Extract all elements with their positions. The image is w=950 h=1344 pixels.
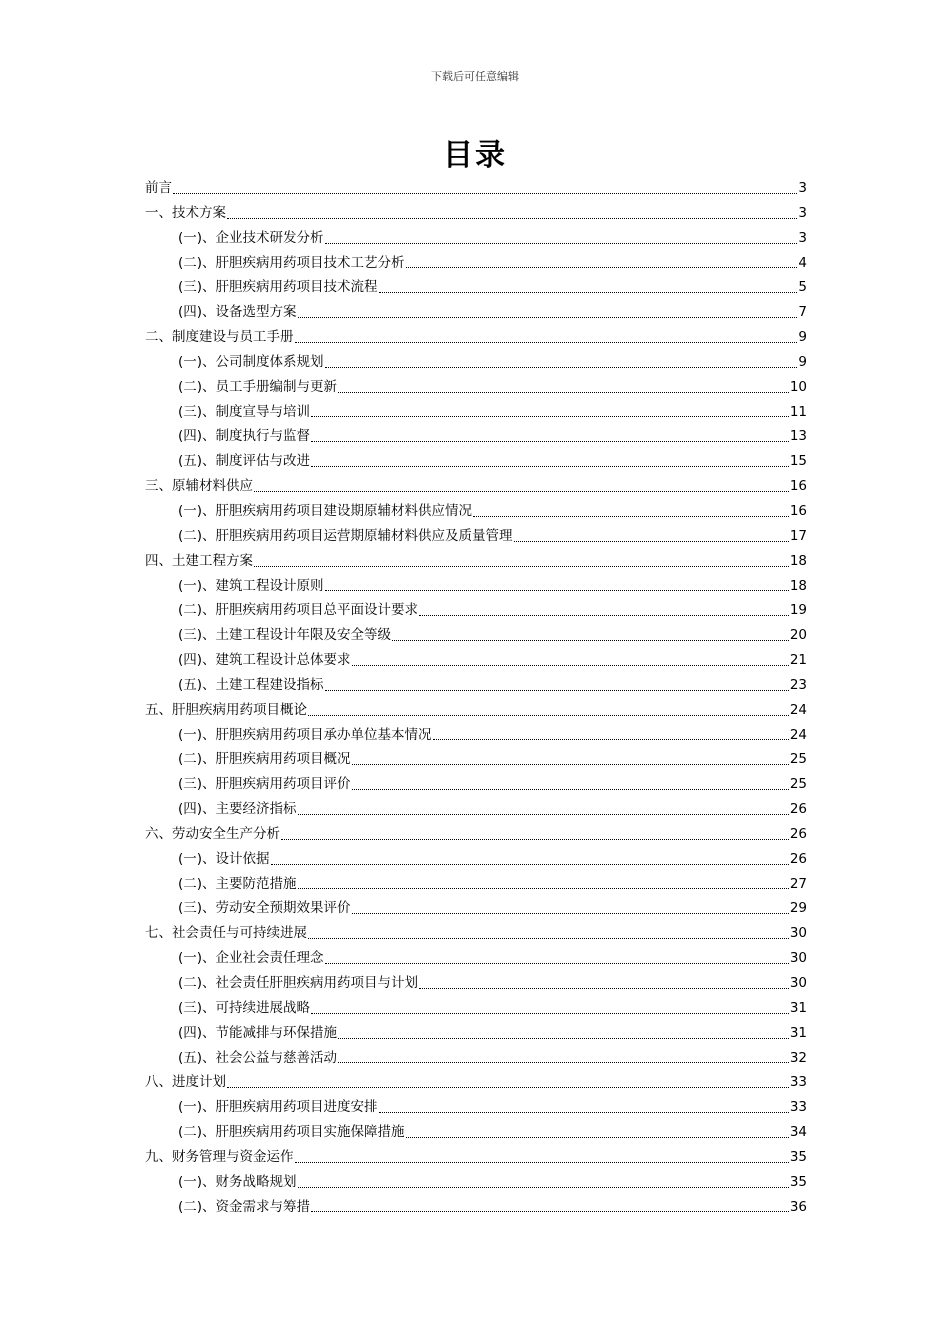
toc-entry[interactable]: [145, 1195, 807, 1220]
toc-entry[interactable]: [145, 896, 807, 921]
toc-dot-leader: [379, 1111, 789, 1113]
toc-dot-leader: [311, 440, 789, 442]
toc-entry-label: 六、劳动安全生产分析: [145, 825, 280, 842]
toc-entry-label: (四)、制度执行与监督: [178, 428, 311, 445]
toc-dot-leader: [338, 1061, 789, 1063]
toc-entry[interactable]: [145, 375, 807, 400]
toc-dot-leader: [433, 738, 789, 740]
toc-entry[interactable]: [145, 971, 807, 996]
toc-entry-page-number: 30: [789, 975, 807, 991]
toc-entry-page-number: 32: [789, 1049, 807, 1066]
toc-entry[interactable]: [145, 797, 807, 822]
toc-entry[interactable]: [145, 648, 807, 673]
toc-dot-leader: [295, 1161, 789, 1163]
toc-dot-leader: [227, 217, 797, 219]
toc-entry-page-number: 33: [789, 1099, 807, 1116]
toc-entry-page-number: 10: [789, 378, 807, 395]
toc-entry-label: (五)、制度评估与改进: [178, 453, 311, 470]
toc-entry[interactable]: [145, 723, 807, 748]
toc-dot-leader: [308, 937, 789, 939]
toc-entry-page-number: 18: [789, 552, 807, 569]
toc-entry[interactable]: [145, 946, 807, 971]
toc-entry-page-number: 17: [789, 527, 807, 544]
toc-dot-leader: [325, 689, 789, 691]
toc-entry-label: (四)、主要经济指标: [178, 801, 297, 818]
toc-entry-page-number: 34: [789, 1124, 807, 1141]
toc-entry-page-number: 9: [798, 329, 807, 346]
toc-entry[interactable]: [145, 226, 807, 251]
toc-entry[interactable]: [145, 1095, 807, 1120]
toc-entry-label: 三、原辅材料供应: [145, 478, 253, 495]
toc-dot-leader: [338, 391, 789, 393]
toc-entry[interactable]: [145, 201, 807, 226]
toc-entry-page-number: 3: [798, 229, 807, 246]
toc-entry[interactable]: [145, 350, 807, 375]
toc-entry-page-number: 31: [789, 1024, 807, 1041]
toc-entry-page-number: 26: [789, 825, 807, 842]
toc-entry[interactable]: [145, 499, 807, 524]
toc-entry-page-number: 9: [798, 353, 807, 370]
toc-entry-label: 七、社会责任与可持续进展: [145, 925, 307, 942]
toc-entry[interactable]: [145, 176, 807, 201]
toc-entry[interactable]: [145, 698, 807, 723]
toc-entry[interactable]: [145, 673, 807, 698]
toc-entry-label: (四)、设备选型方案: [178, 304, 297, 321]
toc-entry-page-number: 15: [789, 453, 807, 470]
toc-entry-label: (二)、肝胆疾病用药项目运营期原辅材料供应及质量管理: [178, 527, 513, 544]
toc-entry-page-number: 18: [789, 577, 807, 594]
toc-dot-leader: [298, 316, 798, 318]
toc-dot-leader: [392, 639, 789, 641]
toc-dot-leader: [311, 465, 789, 467]
toc-dot-leader: [338, 1037, 789, 1039]
toc-entry-label: (一)、公司制度体系规划: [178, 353, 324, 370]
toc-entry[interactable]: [145, 921, 807, 946]
toc-entry[interactable]: [145, 524, 807, 549]
toc-dot-leader: [352, 788, 789, 790]
toc-entry-label: (三)、土建工程设计年限及安全等级: [178, 627, 392, 644]
toc-entry-label: (三)、制度宣导与培训: [178, 403, 311, 420]
toc-entry-label: (二)、资金需求与筹措: [178, 1198, 311, 1215]
toc-dot-leader: [352, 763, 789, 765]
toc-entry-page-number: 4: [798, 254, 807, 271]
toc-entry-label: (一)、设计依据: [178, 850, 270, 867]
toc-dot-leader: [281, 838, 789, 840]
toc-entry[interactable]: [145, 747, 807, 772]
toc-dot-leader: [325, 589, 789, 591]
toc-dot-leader: [298, 813, 789, 815]
toc-entry-page-number: 26: [789, 850, 807, 867]
toc-entry-label: (二)、肝胆疾病用药项目实施保障措施: [178, 1124, 405, 1141]
toc-dot-leader: [254, 490, 789, 492]
toc-dot-leader: [311, 1012, 789, 1014]
toc-entry-label: (一)、肝胆疾病用药项目进度安排: [178, 1099, 378, 1116]
toc-dot-leader: [379, 291, 798, 293]
toc-dot-leader: [514, 540, 789, 542]
toc-entry-page-number: 5: [798, 279, 807, 296]
toc-dot-leader: [271, 863, 789, 865]
toc-entry-page-number: 26: [789, 801, 807, 818]
toc-entry[interactable]: [145, 772, 807, 797]
header-note: 下载后可任意编辑: [431, 70, 519, 83]
toc-dot-leader: [325, 242, 798, 244]
toc-entry-page-number: 13: [789, 428, 807, 445]
toc-entry-page-number: 25: [789, 776, 807, 793]
toc-entry-page-number: 11: [789, 403, 807, 420]
toc-entry[interactable]: [145, 251, 807, 276]
toc-entry-label: 八、进度计划: [145, 1074, 226, 1091]
toc-entry[interactable]: [145, 1145, 807, 1170]
toc-entry-label: 四、土建工程方案: [145, 552, 253, 569]
toc-entry-label: 一、技术方案: [145, 204, 226, 221]
toc-entry-page-number: 24: [789, 726, 807, 743]
toc-dot-leader: [325, 366, 798, 368]
toc-entry[interactable]: [145, 1070, 807, 1095]
toc-entry-label: (三)、肝胆疾病用药项目评价: [178, 776, 351, 793]
toc-entry-page-number: 19: [789, 602, 807, 619]
toc-dot-leader: [308, 714, 789, 716]
toc-dot-leader: [173, 192, 797, 194]
toc-entry-page-number: 21: [789, 652, 807, 669]
toc-entry-label: (二)、社会责任肝胆疾病用药项目与计划: [178, 975, 419, 991]
toc-entry-label: (一)、肝胆疾病用药项目建设期原辅材料供应情况: [178, 502, 473, 519]
toc-dot-leader: [352, 912, 789, 914]
toc-dot-leader: [254, 565, 789, 567]
toc-entry-label: (一)、建筑工程设计原则: [178, 577, 324, 594]
toc-entry-label: (二)、肝胆疾病用药项目总平面设计要求: [178, 602, 419, 619]
toc-entry-page-number: 7: [798, 304, 807, 321]
toc-dot-leader: [325, 962, 789, 964]
toc-entry[interactable]: [145, 623, 807, 648]
toc-entry[interactable]: [145, 598, 807, 623]
toc-entry-page-number: 35: [789, 1173, 807, 1190]
toc-dot-leader: [311, 415, 789, 417]
toc-entry-label: (四)、建筑工程设计总体要求: [178, 652, 351, 669]
toc-entry[interactable]: [145, 872, 807, 897]
toc-entry[interactable]: [145, 325, 807, 350]
toc-entry-label: (二)、员工手册编制与更新: [178, 378, 338, 395]
toc-entry[interactable]: [145, 847, 807, 872]
toc-entry-page-number: 31: [789, 999, 807, 1016]
toc-dot-leader: [311, 1210, 789, 1212]
toc-entry-label: 五、肝胆疾病用药项目概论: [145, 701, 307, 718]
toc-entry-page-number: 33: [789, 1074, 807, 1091]
toc-entry-page-number: 35: [789, 1148, 807, 1165]
toc-entry[interactable]: [145, 822, 807, 847]
toc-dot-leader: [352, 664, 789, 666]
table-of-contents: [145, 176, 807, 1219]
toc-entry-page-number: 30: [789, 925, 807, 942]
toc-dot-leader: [473, 515, 789, 517]
toc-entry-label: (一)、财务战略规划: [178, 1173, 297, 1190]
toc-dot-leader: [227, 1086, 789, 1088]
toc-entry-label: 前言: [145, 180, 172, 196]
toc-entry-page-number: 30: [789, 950, 807, 967]
page-title: 目录: [443, 138, 507, 173]
toc-entry-label: (三)、可持续进展战略: [178, 999, 311, 1016]
toc-entry-label: (二)、肝胆疾病用药项目概况: [178, 751, 351, 768]
toc-entry-label: (一)、企业社会责任理念: [178, 950, 324, 967]
toc-entry-page-number: 25: [789, 751, 807, 768]
toc-entry-label: (四)、节能减排与环保措施: [178, 1024, 338, 1041]
toc-entry-page-number: 3: [798, 180, 807, 196]
toc-dot-leader: [406, 266, 798, 268]
toc-entry-label: 九、财务管理与资金运作: [145, 1148, 294, 1165]
toc-entry[interactable]: [145, 300, 807, 325]
toc-entry[interactable]: [145, 1046, 807, 1071]
toc-entry-page-number: 3: [798, 204, 807, 221]
toc-entry-page-number: 16: [789, 502, 807, 519]
toc-entry-label: (一)、企业技术研发分析: [178, 229, 324, 246]
toc-entry[interactable]: [145, 424, 807, 449]
toc-entry[interactable]: [145, 574, 807, 599]
toc-entry-label: 二、制度建设与员工手册: [145, 329, 294, 346]
toc-entry[interactable]: [145, 400, 807, 425]
toc-dot-leader: [298, 887, 789, 889]
toc-entry[interactable]: [145, 449, 807, 474]
toc-entry[interactable]: [145, 474, 807, 499]
toc-entry-label: (五)、社会公益与慈善活动: [178, 1049, 338, 1066]
toc-dot-leader: [406, 1136, 789, 1138]
toc-entry-page-number: 20: [789, 627, 807, 644]
toc-entry-page-number: 27: [789, 875, 807, 892]
toc-entry-label: (一)、肝胆疾病用药项目承办单位基本情况: [178, 726, 432, 743]
toc-entry-label: (五)、土建工程建设指标: [178, 676, 324, 693]
toc-dot-leader: [419, 987, 789, 989]
toc-entry-page-number: 16: [789, 478, 807, 495]
toc-entry-page-number: 29: [789, 900, 807, 917]
toc-dot-leader: [298, 1186, 789, 1188]
toc-entry-label: (二)、肝胆疾病用药项目技术工艺分析: [178, 254, 405, 271]
toc-entry[interactable]: [145, 549, 807, 574]
toc-entry-label: (三)、劳动安全预期效果评价: [178, 900, 351, 917]
toc-entry-label: (三)、肝胆疾病用药项目技术流程: [178, 279, 378, 296]
toc-entry[interactable]: [145, 275, 807, 300]
toc-entry-page-number: 23: [789, 676, 807, 693]
toc-dot-leader: [295, 341, 798, 343]
toc-entry-label: (二)、主要防范措施: [178, 875, 297, 892]
toc-entry-page-number: 24: [789, 701, 807, 718]
toc-entry[interactable]: [145, 1021, 807, 1046]
toc-dot-leader: [419, 614, 789, 616]
toc-entry[interactable]: [145, 1120, 807, 1145]
toc-entry-page-number: 36: [789, 1198, 807, 1215]
toc-entry[interactable]: [145, 1170, 807, 1195]
toc-entry[interactable]: [145, 996, 807, 1021]
